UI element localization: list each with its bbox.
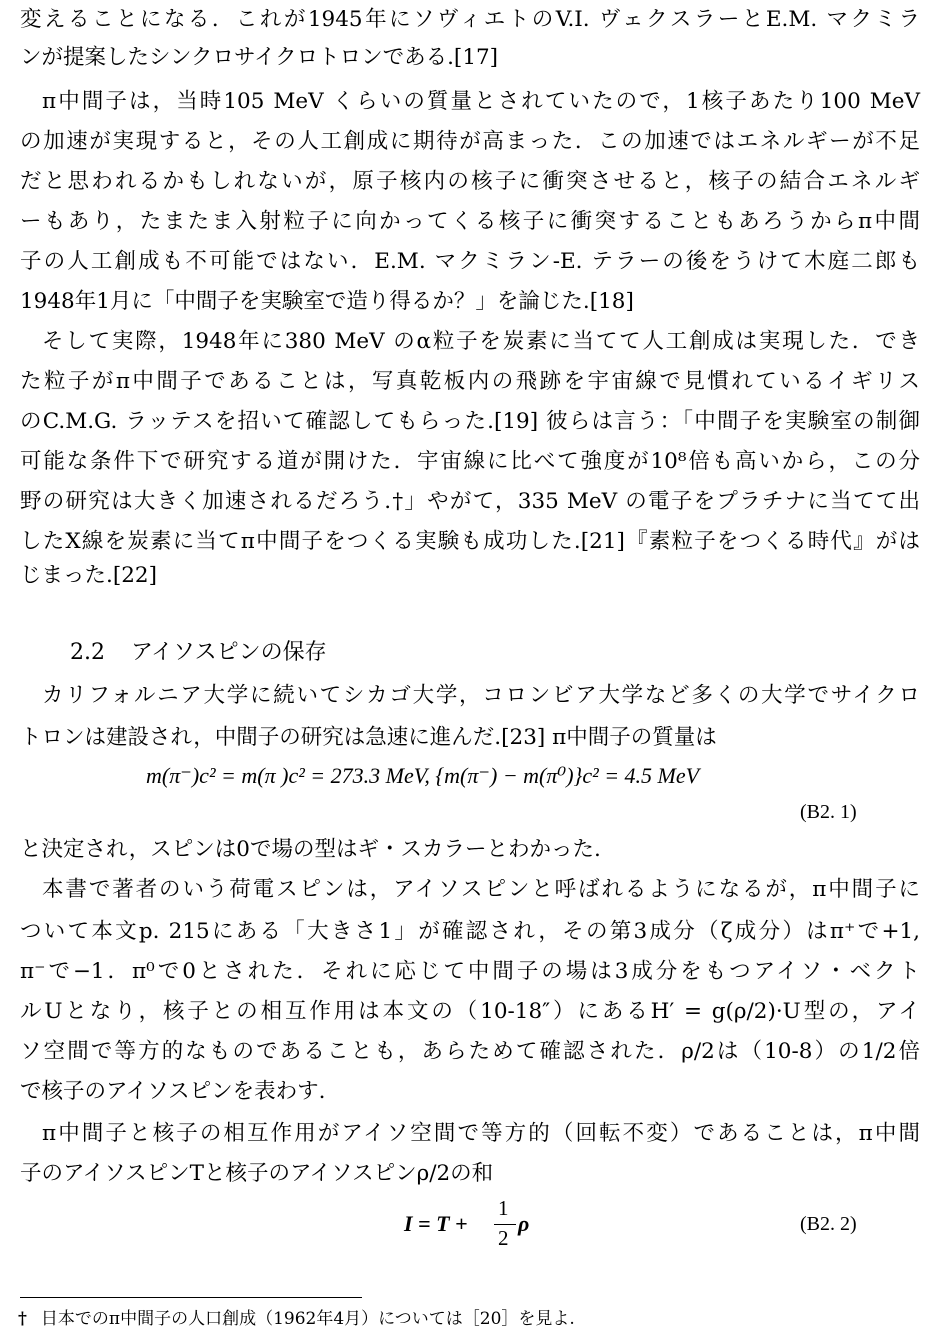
- equation-label: (B2. 2): [800, 1213, 857, 1235]
- section-line: トロンは建設され，中間子の研究は急速に進んだ.[23] π中間子の質量は: [20, 725, 717, 750]
- footnote-text: 日本でのπ中間子の人口創成（1962年4月）については［20］を見よ.: [40, 1309, 575, 1329]
- equation-b2-2-lhs: I = T +: [404, 1211, 468, 1236]
- body-line: ついて本文p. 215にある「大きさ1」が確認され，その第3成分（ζ成分）はπ⁺で+1,: [20, 919, 920, 944]
- body-line: 変えることになる．これが1945年にソヴィエトのV.I. ヴェクスラーとE.M. マクミラ: [20, 7, 920, 32]
- body-line: の加速が実現すると，その人工創成に期待が高まった．この加速ではエネルギーが不足: [20, 129, 920, 154]
- body-line: π中間子と核子の相互作用がアイソ空間で等方的（回転不変）であることは，π中間: [42, 1121, 920, 1146]
- equation-b2-1: m(π⁻)c² = m(π )c² = 273.3 MeV, {m(π⁻) − m(π⁰)}c² = 4.5 MeV: [146, 763, 700, 788]
- body-line: で核子のアイソスピンを表わす.: [20, 1079, 326, 1104]
- body-line: 可能な条件下で研究する道が開けた．宇宙線に比べて強度が10⁸倍も高いから，この分: [20, 449, 920, 474]
- body-line: 子の人工創成も不可能ではない．E.M. マクミラン‐E. テラーの後をうけて木庭二郎も: [20, 249, 920, 274]
- footnote: [18, 1306, 575, 1332]
- body-line: ルUとなり，核子との相互作用は本文の（10-18″）にあるH′ = g(ρ/2)·U型の，アイ: [20, 999, 920, 1024]
- fraction-denominator: 2: [498, 1226, 509, 1250]
- section-heading: [70, 633, 327, 673]
- section-line: カリフォルニア大学に続いてシカゴ大学，コロンビア大学など多くの大学でサイクロ: [42, 683, 920, 708]
- body-line: π⁻で−1．π⁰で0とされた．それに応じて中間子の場は3成分をもつアイソ・ベクト: [20, 959, 920, 984]
- footnote-rule: [20, 1297, 362, 1298]
- fraction-bar: [494, 1224, 516, 1225]
- section-number: 2.2: [70, 640, 105, 665]
- fraction-numerator: 1: [498, 1196, 509, 1220]
- body-line: 野の研究は大きく加速されるだろう.†」やがて，335 MeV の電子をプラチナに当てて出: [20, 489, 920, 514]
- body-line: したX線を炭素に当てπ中間子をつくる実験も成功した.[21]『素粒子をつくる時代』がは: [20, 529, 920, 554]
- body-line: 本書で著者のいう荷電スピンは，アイソスピンと呼ばれるようになるが，π中間子に: [42, 877, 920, 902]
- body-line: じまった.[22]: [20, 563, 157, 588]
- body-line: た粒子がπ中間子であることは，写真乾板内の飛跡を宇宙線で見慣れているイギリス: [20, 369, 920, 394]
- equation-label: (B2. 1): [800, 801, 857, 823]
- body-line: ーもあり，たまたま入射粒子に向かってくる核子に衝突することもあろうからπ中間: [20, 209, 920, 234]
- body-line: のC.M.G. ラッテスを招いて確認してもらった.[19] 彼らは言う：「中間子を実験室の制御: [20, 409, 920, 434]
- body-line: π中間子は，当時105 MeV くらいの質量とされていたので，1核子あたり100 MeV: [42, 89, 920, 114]
- body-line: そして実際，1948年に380 MeV のα粒子を炭素に当てて人工創成は実現した．でき: [42, 329, 920, 354]
- footnote-mark: †: [18, 1309, 27, 1329]
- body-line: 子のアイソスピンTと核子のアイソスピンρ/2の和: [20, 1161, 494, 1186]
- body-line: ンが提案したシンクロサイクロトロンである.[17]: [20, 45, 499, 70]
- body-line: ソ空間で等方的なものであることも，あらためて確認された．ρ/2は（10-8）の1/2倍: [20, 1039, 920, 1064]
- section-title: アイソスピンの保存: [131, 640, 327, 665]
- body-line: と決定され，スピンは0で場の型はギ・スカラーとわかった.: [20, 837, 601, 862]
- equation-b2-2-rhs: ρ: [518, 1211, 530, 1236]
- body-line: だと思われるかもしれないが，原子核内の核子に衝突させると，核子の結合エネルギ: [20, 169, 920, 194]
- body-line: 1948年1月に「中間子を実験室で造り得るか？」を論じた.[18]: [20, 289, 634, 314]
